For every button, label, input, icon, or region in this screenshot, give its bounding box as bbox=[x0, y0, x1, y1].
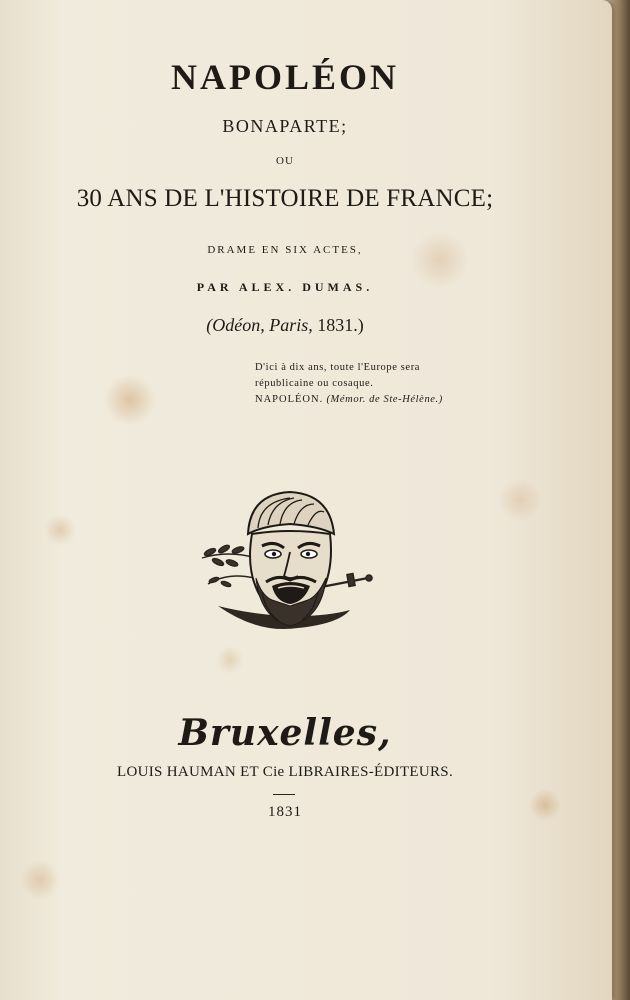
author-line: PAR ALEX. DUMAS. bbox=[196, 280, 374, 294]
epigraph-line-1: D'ici à dix ans, toute l'Europe sera bbox=[255, 362, 421, 373]
epigraph-attribution-line bbox=[255, 392, 525, 408]
imprint-year: 1831 bbox=[268, 804, 302, 820]
epigraph-attribution: NAPOLÉON. bbox=[255, 394, 324, 405]
main-title: 30 ANS DE L'HISTOIRE DE FRANCE; bbox=[76, 185, 494, 212]
genre-line: DRAME EN SIX ACTES, bbox=[207, 244, 363, 256]
venue-year: 1831.) bbox=[317, 315, 364, 335]
conjunction: OU bbox=[276, 155, 294, 167]
venue-text: (Odéon, Paris, bbox=[206, 315, 313, 335]
imprint-publisher: LOUIS HAUMAN ET Cie LIBRAIRES-ÉDITEURS. bbox=[117, 764, 453, 780]
page-title: NAPOLÉON bbox=[170, 57, 399, 97]
epigraph-citation: (Mémor. de Ste-Hélène.) bbox=[326, 394, 443, 405]
epigraph bbox=[255, 360, 525, 408]
epigraph-line-2: républicaine ou cosaque. bbox=[255, 378, 374, 389]
venue-line bbox=[0, 315, 570, 336]
divider bbox=[273, 794, 295, 795]
imprint-city: Bruxelles, bbox=[178, 712, 392, 754]
subtitle: BONAPARTE; bbox=[222, 116, 348, 136]
theatre-mask-icon bbox=[198, 488, 374, 634]
